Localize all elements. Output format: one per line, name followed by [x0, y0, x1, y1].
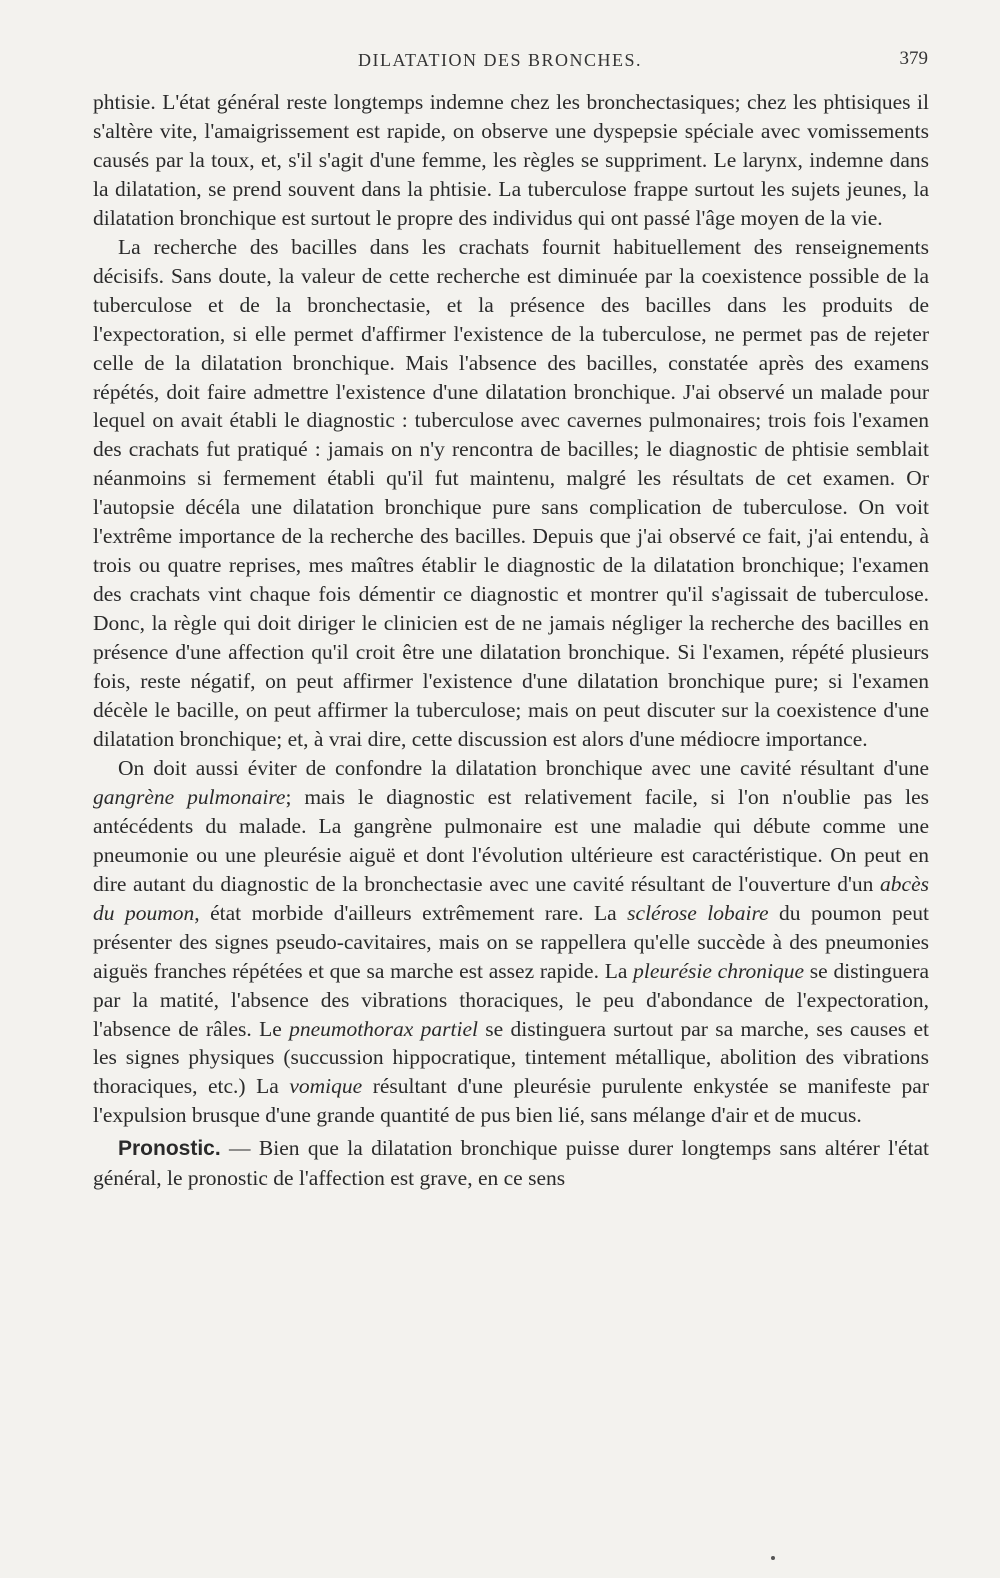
section-heading-pronostic: Pronostic.: [118, 1137, 221, 1161]
term-pleuresie-chronique: pleurésie chronique: [633, 958, 805, 983]
paragraph-differential-diagnosis: [93, 754, 929, 1130]
paragraph-continuation: phtisie. L'état général reste longtemps indemne chez les bronchectasiques; chez les phtisiques il s'altère vite, l'amaigrissement est rapide, on observe une dyspepsie spéciale avec vomissements causés par la toux, et, s'il s'agit d'une femme, les règles se suppriment. Le larynx, indemne dans la dilatation, se prend souvent dans la phtisie. La tuberculose frappe surtout les sujets jeunes, la dilatation bronchique est surtout le propre des individus qui ont passé l'âge moyen de la vie.: [93, 90, 929, 230]
term-vomique: vomique: [289, 1074, 363, 1099]
body-text: [93, 88, 929, 1193]
text-run: du poumon peut présenter des signes pseudo-cavitaires, mais on se rappellera qu'elle succède à des pneumonies aiguës franches répétées et que sa marche est assez rapide. La: [93, 900, 929, 983]
paragraph-pronostic: [93, 1134, 929, 1193]
running-title: DILATATION DES BRONCHES.: [357, 50, 643, 70]
text-run: résultant d'une pleurésie purulente enkystée se manifeste par l'expulsion brusque d'une grande quantité de pus bien lié, sans mélange d'air et de mucus.: [93, 1074, 930, 1128]
text-run: , état morbide d'ailleurs extrêmement rare. La: [194, 900, 628, 925]
ink-speck: [771, 1556, 775, 1560]
term-abces-du-poumon: abcès du poumon: [93, 871, 929, 925]
text-run: se distinguera surtout par sa marche, ses causes et les signes physiques (succussion hippocratique, tintement métallique, abolition des vibrations thoraciques, etc.) La: [93, 1016, 929, 1099]
paragraph-bacilles: La recherche des bacilles dans les crachats fournit habituellement des renseignements décisifs. Sans doute, la valeur de cette recherche est diminuée par la coexistence possible de la tuberculose et de la bronchectasie, et la présence des bacilles dans les produits de l'expectoration, si elle permet d'affirmer l'existence de la tuberculose, ne permet pas de rejeter celle de la dilatation bronchique. Mais l'absence des bacilles, constatée après des examens répétés, doit faire admettre l'existence d'une dilatation bronchique. J'ai observé un malade pour lequel on avait établi le diagnostic : tuberculose avec cavernes pulmonaires; trois fois l'examen des crachats fut pratiqué : jamais on n'y rencontra de bacilles; le diagnostic de phtisie semblait néanmoins si fermement établi qu'il fut maintenu, malgré les résultats de cet examen. Or l'autopsie décéla une dilatation bronchique pure sans complication de tuberculose. On voit l'extrême importance de la recherche des bacilles. Depuis que j'ai observé ce fait, j'ai entendu, à trois ou quatre reprises, mes maîtres établir le diagnostic de la dilatation bronchique; l'examen des crachats vint chaque fois démentir ce diagnostic et montrer qu'il s'agissait de tuberculose. Donc, la règle qui doit diriger le clinicien est de ne jamais négliger la recherche des bacilles en présence d'une affection qu'il croit être une dilatation bronchique. Si l'examen, répété plusieurs fois, reste négatif, on peut affirmer l'existence d'une dilatation bronchique pure; si l'examen décèle le bacille, on peut affirmer la tuberculose; mais on peut discuter sur la coexistence d'une dilatation bronchique; et, à vrai dire, cette discussion est alors d'une médiocre importance.: [93, 234, 929, 751]
text-run: — Bien que la dilatation bronchique puisse durer longtemps sans altérer l'état général, le pronostic de l'affection est grave, en ce sens: [93, 1136, 929, 1191]
term-gangrene-pulmonaire: gangrène pulmonaire: [93, 784, 286, 809]
term-pneumothorax-partiel: pneumothorax partiel: [289, 1016, 478, 1041]
term-sclerose-lobaire: sclérose lobaire: [627, 900, 769, 925]
text-run: se distinguera par la matité, l'absence des vibrations thoraciques, le peu d'abondance de l'expectoration, l'absence de râles. Le: [93, 958, 929, 1041]
text-run: ; mais le diagnostic est relativement facile, si l'on n'oublie pas les antécédents du malade. La gangrène pulmonaire est une maladie qui débute comme une pneumonie ou une pleurésie aiguë et dont l'évolution ultérieure est caractéristique. On peut en dire autant du diagnostic de la bronchectasie avec une cavité résultant de l'ouverture d'un: [93, 784, 929, 896]
page-number: 379: [899, 48, 928, 69]
text-run: On doit aussi éviter de confondre la dilatation bronchique avec une cavité résultant d'une: [118, 755, 929, 780]
